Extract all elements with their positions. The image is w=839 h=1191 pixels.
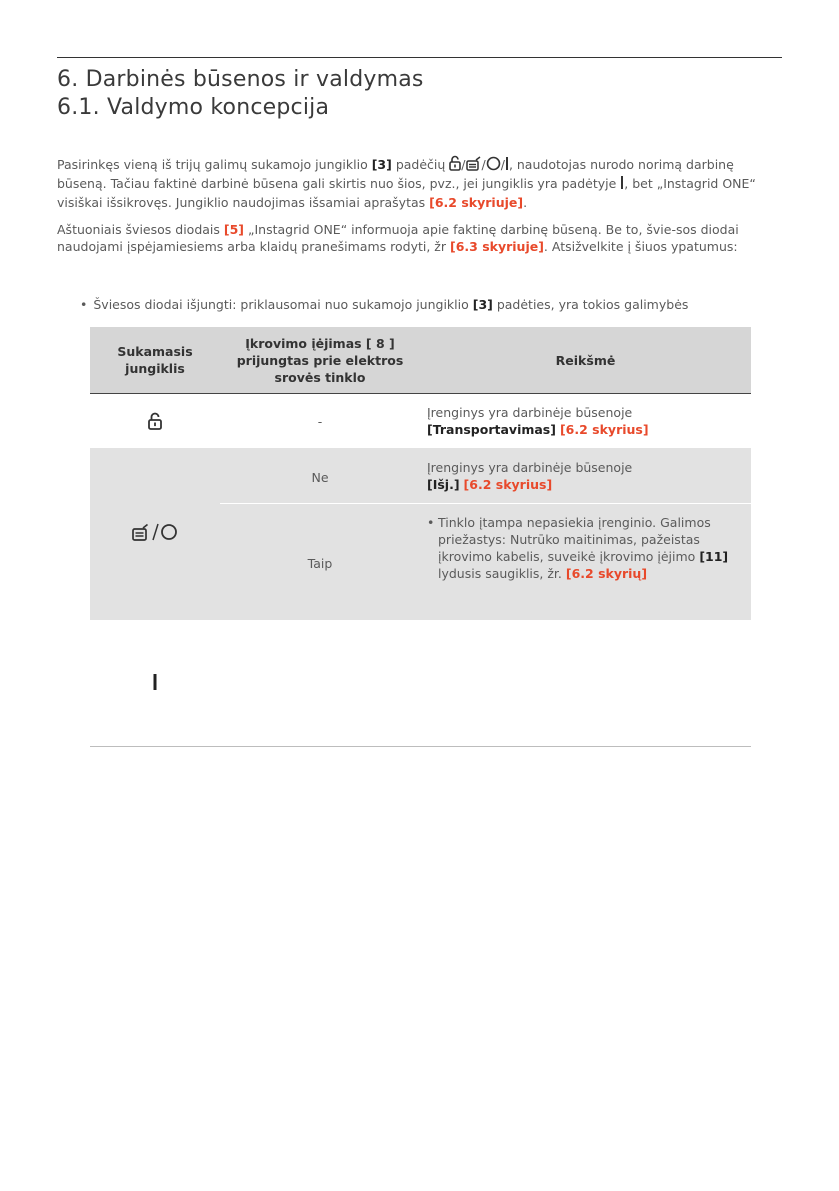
meaning-cell [427, 514, 747, 582]
table-header [90, 327, 751, 394]
led-ref: [5] [223, 222, 245, 237]
bullet-item [80, 296, 688, 313]
meaning-text: Įrenginys yra darbinėje būsenoje [427, 460, 633, 475]
bullet-text-1: Šviesos diodai išjungti: priklausomai nuo sukamojo jungiklio [93, 297, 473, 312]
para2-text-2: „Instagrid ONE“ informuoja apie faktinę darbinę būseną. Be to, švie-sos diodai naudojami įspėjamiesiems arba klaidų pranešimams rodyti, žr [57, 222, 739, 254]
lock-open-icon [90, 410, 220, 432]
section-ref-link[interactable]: [6.2 skyriuje] [429, 195, 524, 210]
para1-text-3: , naudotojas nurodo norimą darbinę būseną. Tačiau faktinė darbinė būsena gali skirtis nuo šios, pvz., jei jungiklis yra padėtyje [57, 157, 734, 191]
para1-text-4: , bet „Instagrid ONE“ visiškai išsikrovęs. Jungiklio naudojimas išsamiai aprašytas [57, 176, 756, 210]
slash-3: / [500, 157, 505, 172]
bullet-text-2: padėties, yra tokios galimybės [492, 297, 689, 312]
section-subtitle: 6.1. Valdymo koncepcija [57, 95, 330, 120]
header-charging-input: Įkrovimo įėjimas [ 8 ] prijungtas prie elektros srovės tinklo [236, 335, 404, 385]
header-meaning: Reikšmė [555, 352, 616, 368]
bullet-dot: • [80, 297, 88, 312]
para1-text-5: . [523, 195, 528, 210]
para2-text-1: Aštuoniais šviesos diodais [57, 222, 224, 237]
meaning-text: Įrenginys yra darbinėje būsenoje [427, 405, 633, 420]
table-row [90, 620, 751, 747]
section-ref-link[interactable]: [6.2 skyrių] [565, 566, 648, 581]
charger-icon [466, 156, 482, 175]
section-title: 6. Darbinės būsenos ir valdymas [57, 67, 424, 92]
on-position-icon [90, 672, 220, 692]
para2-text-3: . Atsižvelkite į šiuos ypatumus: [543, 239, 738, 254]
meaning-cell [427, 459, 747, 493]
grid-value: Ne [311, 470, 329, 485]
para1-text-2: padėčių [391, 157, 450, 172]
led-paragraph [57, 221, 769, 255]
slash-2: / [481, 157, 486, 172]
intro-paragraph [57, 155, 769, 211]
switch-ref: [3] [371, 157, 392, 172]
switch-ref: [3] [472, 297, 493, 312]
lock-open-icon [449, 155, 461, 175]
meaning-cell [427, 404, 747, 438]
slash-1: / [461, 157, 466, 172]
para1-text-1: Pasirinkęs vieną iš trijų galimų sukamojo jungiklio [57, 157, 372, 172]
fuse-ref: [11] [699, 549, 729, 564]
meaning-text-2: lydusis saugiklis, žr. [438, 566, 566, 581]
table-row [90, 394, 751, 448]
top-rule [57, 57, 782, 58]
header-switch: Sukamasis jungiklis [117, 344, 193, 376]
charger-off-icon [90, 521, 220, 543]
off-circle-icon [486, 156, 501, 175]
row-divider [220, 503, 751, 504]
state-label: [Išj.] [427, 477, 460, 492]
state-label: [Transportavimas] [427, 422, 556, 437]
section-ref-link[interactable]: [6.2 skyrius] [559, 422, 649, 437]
meaning-text: Tinklo įtampa nepasiekia įrenginio. Galimos priežastys: Nutrūko maitinimas, pažeistas įkrovimo kabelis, suveikė įkrovimo įėjimo [438, 515, 711, 564]
section-ref-link[interactable]: [6.3 skyriuje] [449, 239, 544, 254]
table-row [90, 448, 751, 620]
grid-value: - [317, 414, 323, 429]
meaning-bullet [427, 514, 747, 582]
section-ref-link[interactable]: [6.2 skyrius] [463, 477, 553, 492]
grid-value: Taip [307, 556, 333, 571]
